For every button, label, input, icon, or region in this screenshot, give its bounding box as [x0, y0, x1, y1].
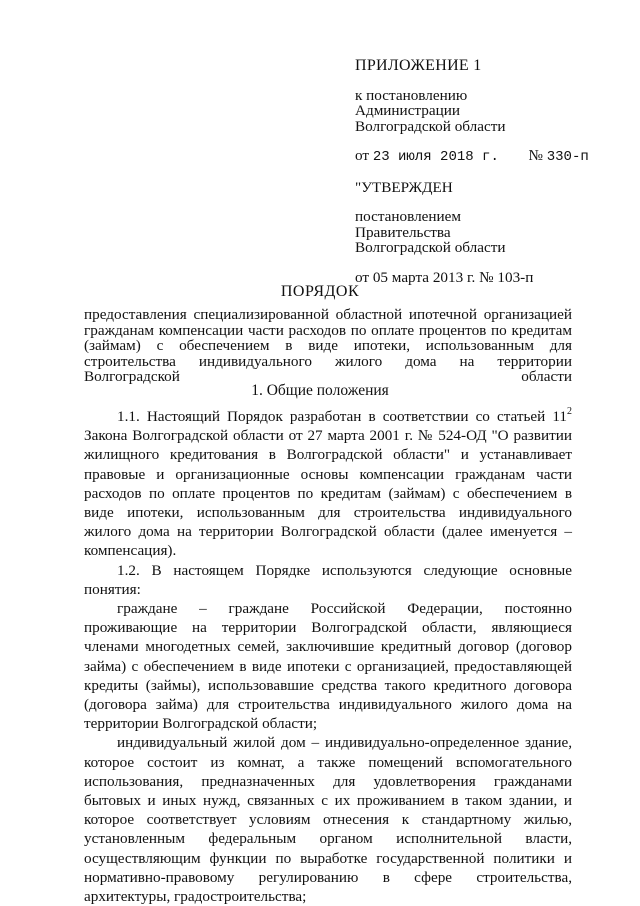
approved-date: от 05 марта 2013 г. № 103-п: [355, 268, 534, 286]
document-title: ПОРЯДОК: [280, 283, 360, 300]
document-body: [84, 407, 572, 906]
paragraph-1-1: [84, 407, 572, 561]
definition-house: индивидуальный жилой дом – индивидуально-определенное здание, которое состоит из комнат, а также помещений вспомогательного использования, предназначенных для удовлетворения гражданами бытовых и иных нужд, связанных с их проживанием в таком здании, и которое соответствует условиям отнесения к стандартному жилью, установленным федеральным органом исполнительной власти, осуществляющим функции по выработке государственной политики и нормативно-правовому регулированию в сфере строительства, архитектуры, градостроительства;: [84, 734, 572, 906]
document-subtitle: предоставления специализированной областной ипотечной организацией гражданам компенсации части расходов по оплате процентов по кредитам (займам) с обеспечением в виде ипотеки, использованным для строительства индивидуального жилого дома на территории Волгоградской области: [84, 306, 572, 385]
approved-line-3: Волгоградской области: [355, 239, 506, 256]
p1-text-start: 1.1. Настоящий Порядок разработан в соответствии со статьей 11: [117, 408, 567, 425]
p1-text-end: Закона Волгоградской области от 27 марта 2001 г. № 524-ОД "О развитии жилищного кредитования в Волгоградской области" и устанавливает правовые и организационные основы компенсации гражданам части расходов по оплате процентов по кредитам (займам) с обеспечением в виде ипотеки, использованным для строительства индивидуального жилого дома на территории Волгоградской области (далее именуется – компенсация).: [84, 427, 572, 560]
annex-to-line-1: к постановлению: [355, 86, 468, 104]
definition-citizens: граждане – граждане Российской Федерации, постоянно проживающие на территории Волгоградской области, являющиеся членами многодетных семей, заключившие кредитный договор (договор займа) с обеспечением в виде ипотеки с организацией, предоставляющей кредиты (займы), использовавшие средства такого кредитного договора (договора займа) для строительства индивидуального жилого дома на территории Волгоградской области;: [84, 600, 572, 733]
annex-to-line-3: Волгоградской области: [355, 117, 506, 135]
date-value: 23 июля 2018 г.: [372, 149, 499, 165]
approved-line-2: Правительства: [355, 223, 451, 241]
annex-title: ПРИЛОЖЕНИЕ 1: [355, 57, 482, 74]
paragraph-1-2: 1.2. В настоящем Порядке используются следующие основные понятия:: [84, 561, 572, 598]
number-prefix: №: [528, 147, 543, 164]
annex-to-line-2: Администрации: [355, 102, 460, 119]
p1-superscript: 2: [567, 406, 572, 417]
section-heading: 1. Общие положения: [251, 382, 389, 399]
annex-block: [355, 58, 589, 285]
date-prefix: от: [355, 147, 370, 164]
number-value: 330-п: [546, 149, 589, 165]
annex-date-line: [355, 148, 589, 166]
approved-line-1: постановлением: [355, 208, 462, 225]
approved-label: "УТВЕРЖДЕН: [355, 178, 453, 196]
